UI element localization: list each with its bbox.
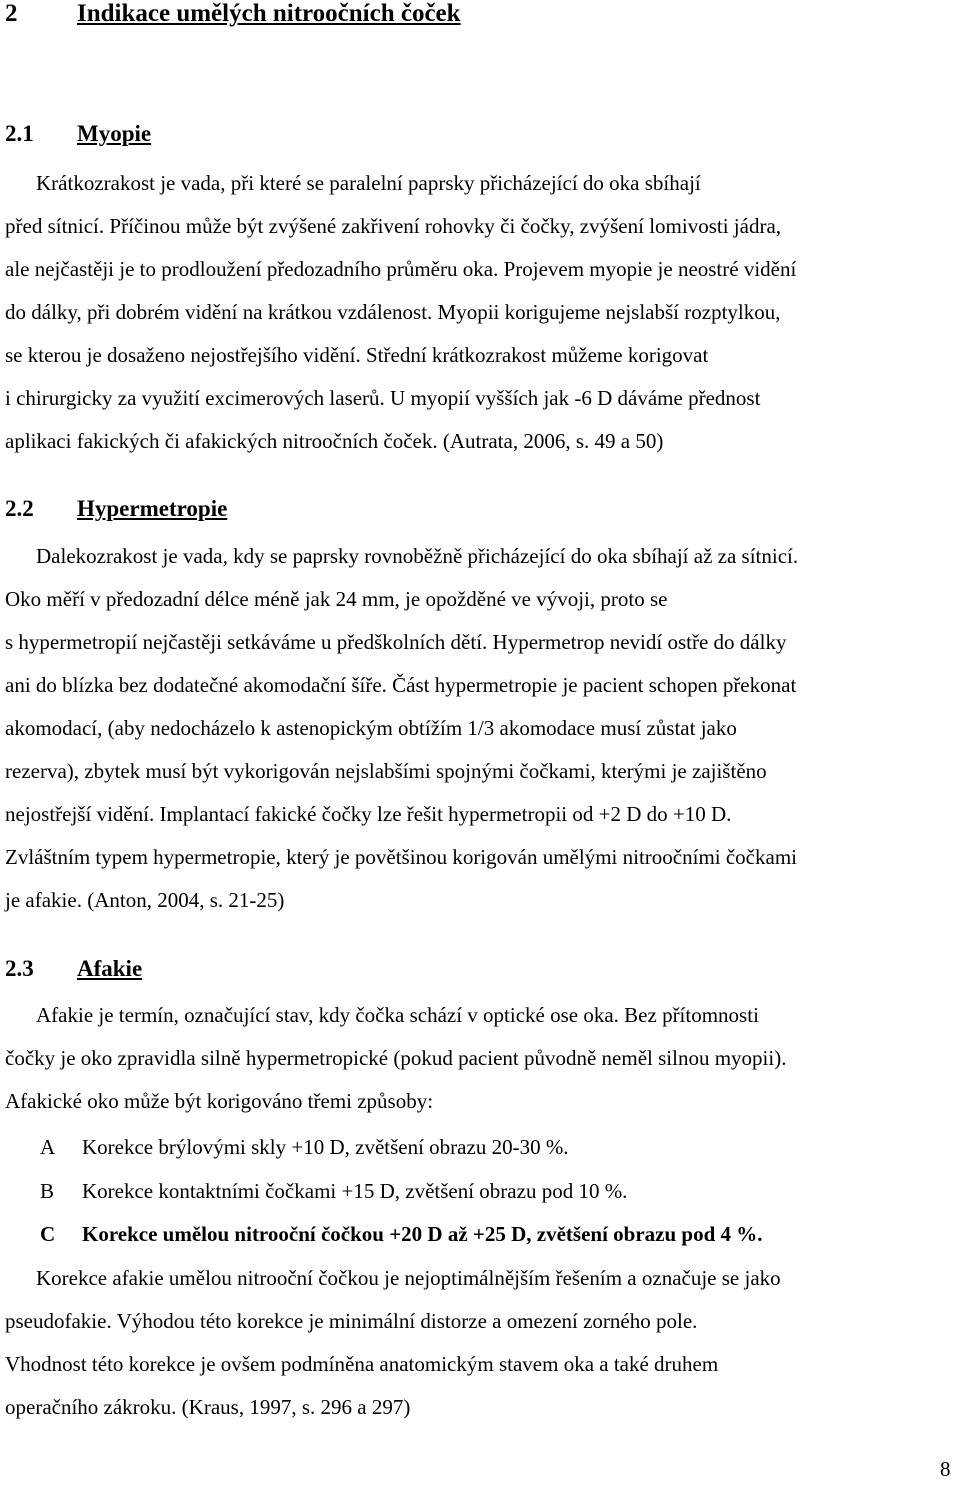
list-item — [40, 1179, 627, 1203]
chapter-heading — [5, 2, 461, 26]
section-number: 2.3 — [5, 956, 34, 981]
section-number: 2.1 — [5, 121, 34, 146]
section-heading-afakie — [5, 957, 142, 981]
list-item-letter: B — [40, 1179, 55, 1203]
section-title: Myopie — [77, 121, 152, 146]
chapter-number: 2 — [5, 0, 18, 27]
paragraph-line: Vhodnost této korekce je ovšem podmíněna anatomickým stavem oka a také druhem — [5, 1352, 719, 1376]
section-heading-hypermetropie — [5, 497, 227, 521]
paragraph-line: rezerva), zbytek musí být vykorigován nejslabšími spojnými čočkami, kterými je zajištěno — [5, 759, 767, 783]
list-item-text: Korekce brýlovými skly +10 D, zvětšení obrazu 20-30 %. — [82, 1135, 569, 1159]
page-number: 8 — [940, 1457, 951, 1481]
paragraph-line: se kterou je dosaženo nejostřejšího vidění. Střední krátkozrakost můžeme korigovat — [5, 343, 709, 367]
paragraph-line: před sítnicí. Příčinou může být zvýšené zakřivení rohovky či čočky, zvýšení lomivosti jádra, — [5, 214, 782, 238]
section-title: Afakie — [77, 956, 143, 981]
paragraph-line: Afakie je termín, označující stav, kdy čočka schází v optické ose oka. Bez přítomnosti — [36, 1003, 759, 1027]
paragraph-line: ale nejčastěji je to prodloužení předozadního průměru oka. Projevem myopie je neostré vidění — [5, 257, 797, 281]
list-item-text: Korekce umělou nitrooční čočkou +20 D až +25 D, zvětšení obrazu pod 4 %. — [82, 1222, 763, 1246]
section-number: 2.2 — [5, 496, 34, 521]
paragraph-line: Korekce afakie umělou nitrooční čočkou je nejoptimálnějším řešením a označuje se jako — [36, 1266, 781, 1290]
paragraph-line: i chirurgicky za využití excimerových laserů. U myopií vyšších jak -6 D dáváme přednost — [5, 386, 761, 410]
paragraph-line: do dálky, při dobrém vidění na krátkou vzdálenost. Myopii korigujeme nejslabší rozptylkou, — [5, 300, 781, 324]
list-item-letter: A — [40, 1135, 56, 1159]
paragraph-line: Afakické oko může být korigováno třemi způsoby: — [5, 1089, 434, 1113]
paragraph-line: Oko měří v předozadní délce méně jak 24 mm, je opožděné ve vývoji, proto se — [5, 587, 668, 611]
paragraph-line: pseudofakie. Výhodou této korekce je minimální distorze a omezení zorného pole. — [5, 1309, 698, 1333]
paragraph-line: Zvláštním typem hypermetropie, který je povětšinou korigován umělými nitroočními čočkami — [5, 845, 797, 869]
paragraph-line: čočky je oko zpravidla silně hypermetropické (pokud pacient původně neměl silnou myopii). — [5, 1046, 787, 1070]
paragraph-line: Dalekozrakost je vada, kdy se paprsky rovnoběžně přicházející do oka sbíhají až za sítnicí. — [36, 544, 799, 568]
paragraph-line: operačního zákroku. (Kraus, 1997, s. 296 a 297) — [5, 1395, 411, 1419]
paragraph-line: nejostřejší vidění. Implantací fakické čočky lze řešit hypermetropii od +2 D do +10 D. — [5, 802, 732, 826]
chapter-title: Indikace umělých nitroočních čoček — [77, 0, 461, 27]
paragraph-line: ani do blízka bez dodatečné akomodační šíře. Část hypermetropie je pacient schopen překonat — [5, 673, 797, 697]
paragraph-line: akomodací, (aby nedocházelo k astenopickým obtížím 1/3 akomodace musí zůstat jako — [5, 716, 737, 740]
list-item-letter: C — [40, 1222, 56, 1246]
list-item-text: Korekce kontaktními čočkami +15 D, zvětšení obrazu pod 10 %. — [82, 1179, 628, 1203]
paragraph-line: je afakie. (Anton, 2004, s. 21-25) — [5, 888, 285, 912]
section-heading-myopie — [5, 122, 151, 146]
paragraph-line: s hypermetropií nejčastěji setkáváme u předškolních dětí. Hypermetrop nevidí ostře do dálky — [5, 630, 787, 654]
paragraph-line: aplikaci fakických či afakických nitroočních čoček. (Autrata, 2006, s. 49 a 50) — [5, 429, 664, 453]
section-title: Hypermetropie — [77, 496, 228, 521]
paragraph-line: Krátkozrakost je vada, při které se paralelní paprsky přicházející do oka sbíhají — [36, 171, 701, 195]
list-item-highlighted — [40, 1222, 763, 1246]
list-item — [40, 1135, 569, 1159]
